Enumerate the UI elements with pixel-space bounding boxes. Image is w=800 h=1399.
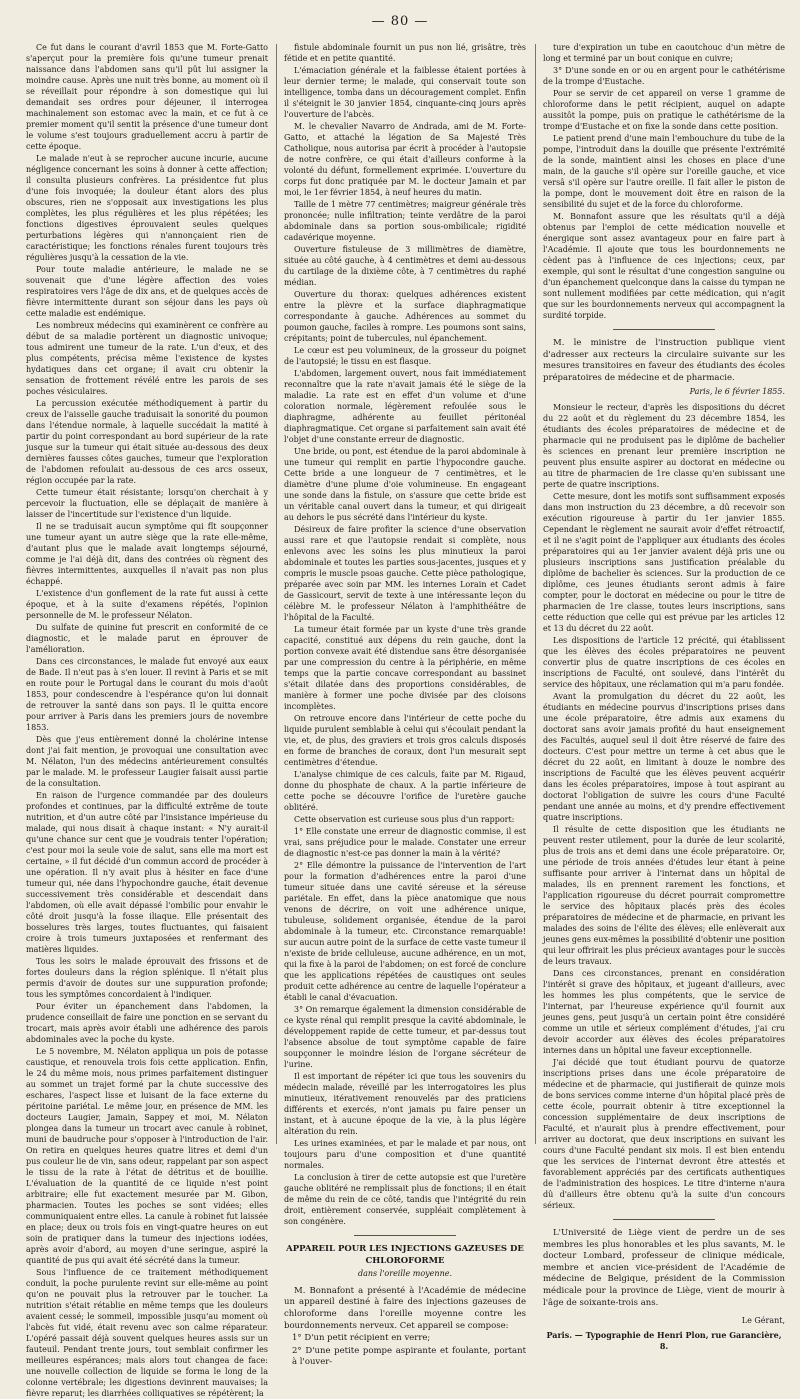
paragraph: Ce fut dans le courant d'avril 1853 que M. Forte-Gatto s'aperçut pour la première fois qu'une tumeur prenait naissance dans l'abdomen sans qu'il pût lui assigner la moindre cause. Après une nuit très bonne, au moment où il se réveillait pour répondre à son domestique qui lui demandait ses ordres pour déjeuner, il interrogea machinalement son estomac avec la main, et ce fut à ce premier moment qu'il sentit la présence d'une tumeur dont le volume s'est toujours graduellement accru à partir de cette époque.: [26, 43, 268, 151]
imprint: Paris. — Typographie de Henri Plon, rue Garancière, 8.: [546, 1329, 782, 1352]
paragraph: Pour éviter un épanchement dans l'abdomen, la prudence conseillait de faire une ponction en se servant du trocart, mais après avoir établi une adhérence des parois abdominales avec la poche du kyste.: [26, 1002, 268, 1044]
paragraph: Il ne se traduisait aucun symptôme qui fît soupçonner une tumeur ayant un autre siège que la rate elle-même, d'autant plus que le malade avait longtemps séjourné, comme je l'ai déjà dit, dans des contrées où règnent des fièvres intermittentes, auxquelles il n'avait pas non plus échappé.: [26, 522, 268, 586]
paragraph: Une bride, ou pont, est étendue de la paroi abdominale à une tumeur qui remplit en partie l'hypocondre gauche. Cette bride a une longueur de 7 centimètres, et le diamètre d'une plume d'oie volumineuse. En engageant une sonde dans la fistule, on s'assure que cette bride est un véritable canal ouvert dans la tumeur, et qui dirigeait au dehors le pus sécrété dans l'intérieur du kyste.: [284, 447, 526, 522]
paragraph: Pour toute maladie antérieure, le malade ne se souvenait que d'une légère affection des voies respiratoires vers l'âge de dix ans, et de quelques accès de fièvre intermittente durant son séjour dans les pays où cette maladie est endémique.: [26, 265, 268, 318]
paragraph: L'analyse chimique de ces calculs, faite par M. Rigaud, donne du phosphate de chaux. A la partie inférieure de cette poche se découvre l'orifice de l'uretère gauche oblitéré.: [284, 770, 526, 812]
paragraph: Cette observation est curieuse sous plus d'un rapport:: [294, 815, 515, 824]
paragraph: Il résulte de cette disposition que les étudiants ne peuvent rester utilement, pour la durée de leur scolarité, plus de trois ans et demi dans une école préparatoire. Or, une période de trois années d'études leur étant à peine suffisante pour arriver à l'internat dans un hôpital de malades, ils en prennent rarement les fonctions, et l'application rigoureuse du décret pourrait compromettre le service des hôpitaux placés près des écoles préparatoires de médecine et de pharmacie, en privant les malades des soins de l'élite des élèves; elle enlèverait aux jeunes gens eux-mêmes la possibilité d'obtenir une position qui leur offrirait les plus précieux avantages pour le succès de leurs travaux.: [543, 824, 785, 966]
paragraph: Dans ces circonstances, prenant en considération l'intérêt si grave des hôpitaux, et jugeant d'ailleurs, avec les hommes les plus compétents, que le service de l'internat, par l'heureuse expérience qu'il fournit aux jeunes gens, peut jusqu'à un certain point être considéré comme un utile et sérieux complément d'études, j'ai cru devoir accorder aux élèves des écoles préparatoires internes dans un hôpital une faveur exceptionnelle.: [543, 968, 785, 1055]
obituary-note: L'Université de Liège vient de perdre un de ses membres les plus honorables et les plus savants, M. le docteur Lombard, professeur de clinique médicale, membre et ancien vice-président de l'Académie de médecine de Belgique, président de la Commission médicale pour la province de Liège, vient de mourir à l'âge de soixante-trois ans.: [543, 1227, 785, 1308]
paragraph: ture d'expiration un tube en caoutchouc d'un mètre de long et terminé par un bout conique en cuivre;: [543, 43, 785, 63]
paragraph: Dès que j'eus entièrement donné la cholérine intense dont j'ai fait mention, je provoquai une consultation avec M. Nélaton, l'un des médecins antérieurement consultés par le malade. M. le professeur Laugier faisait aussi partie de la consultation.: [26, 735, 268, 788]
paragraph: La tumeur était formée par un kyste d'une très grande capacité, constitué aux dépens du rein gauche, dont la portion convexe avait été distendue sans être désorganisée par une compression du centre à la périphérie, en même temps que la partie concave correspondant au bassinet s'était dilatée dans des proportions considérables, de manière à former une poche divisée par des cloisons incomplètes.: [284, 625, 526, 711]
paragraph: Les dispositions de l'article 12 précité, qui établissent que les élèves des écoles préparatoires ne peuvent convertir plus de quatre inscriptions de ces écoles en inscriptions de Faculté, ont soulevé, dans l'intérêt du service des hôpitaux, une réclamation qui m'a paru fondée.: [543, 635, 785, 689]
paragraph: 3° D'une sonde en or ou en argent pour le cathétérisme de la trompe d'Eustache.: [543, 66, 785, 86]
section-divider: [613, 1219, 715, 1220]
paragraph: Avant la promulgation du décret du 22 août, les étudiants en médecine pourvus d'inscriptions prises dans une école préparatoire, être admis aux examens du doctorat sans avoir jamais profité du haut enseignement des Facultés, auquel seul il doit être réservé de faire des docteurs. C'est pour mettre un terme à cet abus que le décret du 22 août, en limitant à douze le nombre des inscriptions de Faculté que les élèves peuvent acquérir dans les écoles préparatoires, impose à tout aspirant au doctorat l'obligation de suivre les cours d'une Faculté pendant une année au moins, et d'y prendre effectivement quatre inscriptions.: [543, 691, 785, 822]
paragraph: Dans ces circonstances, le malade fut envoyé aux eaux de Bade. Il n'eut pas à s'en louer. Il revint à Paris et se mit en route pour le Portugal dans le courant du mois d'août 1853, pour condescendre à l'espérance qu'on lui donnait de retrouver la santé dans son pays. Il le quitta encore pour arriver à Paris dans les premiers jours de novembre 1853.: [26, 657, 268, 732]
paragraph: Le 5 novembre, M. Nélaton appliqua un pois de potasse caustique, et renouvela trois fois cette application. Enfin, le 24 du même mois, nous primes parfaitement distinguer au sommet un trajet formé par la chute successive des eschares, l'aspect lisse et luisant de la face externe du péritoine pariétal. Le même jour, en présence de MM. les docteurs Laugier, Jamain, Sappey et moi, M. Nélaton plongea dans la tumeur un trocart avec canule à robinet, muni de baudruche pour s'opposer à l'introduction de l'air. On retira en quelques heures quatre litres et demi d'un pus couleur lie de vin, sans odeur, rappelant par son aspect le tissu de la rate à l'état de détritus et de bouillie. L'évaluation de la quantité de ce liquide n'est point arbitraire; elle fut exactement mesurée par M. Gibon, pharmacien. Toutes les poches se sont vidées; elles communiquaient entre elles. La canule à robinet fut laissée en place; deux ou trois fois en vingt-quatre heures on eut soin de pratiquer dans la tumeur des injections iodées, après avoir d'abord, au moyen d'une seringue, aspiré la quantité de pus qui avait été sécrété dans la tumeur.: [26, 1047, 268, 1265]
paragraph: Pour se servir de cet appareil on verse 1 gramme de chloroforme dans le petit récipient, auquel on adapte aussitôt la pompe, puis on pratique le cathétérisme de la trompe d'Eustache et on fixe la sonde dans cette position.: [543, 89, 785, 131]
column-rule: [276, 44, 277, 1144]
list-item: 1° D'un petit récipient en verre;: [292, 1333, 431, 1344]
paragraph: La conclusion à tirer de cette autopsie est que l'uretère gauche oblitéré ne remplissait plus de fonctions; il en était de même du rein de ce côté, tandis que l'intégrité du rein droit, entièrement conservée, suppléait complètement à son congénère.: [284, 1173, 526, 1226]
paragraph: J'ai décidé que tout étudiant pourvu de quatorze inscriptions prises dans une école préparatoire de médecine et de pharmacie, qui justifierait de quinze mois de bons services comme interne d'un hôpital placé près de cette école, pourrait obtenir à titre exceptionnel la concession supplémentaire de deux inscriptions de Faculté, et n'aurait plus à prendre effectivement, pour arriver au doctorat, que deux inscriptions en suivant les cours d'une Faculté pendant six mois. Il est bien entendu que les services de l'internat devront être attestés et favorablement appréciés par des certificats authentiques de l'administration des hospices. Le titre d'interne n'aura dû d'ailleurs être obtenu qu'à la suite d'un concours sérieux.: [543, 1057, 785, 1210]
paragraph: Sous l'influence de ce traitement méthodiquement conduit, la poche purulente revint sur elle-même au point qu'on ne pouvait plus la retrouver par le toucher. La nutrition s'était rétablie en même temps que les douleurs avaient cessé; le sommeil, impossible jusqu'au moment où l'abcès fut vidé, était revenu avec son calme réparateur. L'opéré passait déjà souvent quelques heures assis sur un fauteuil. Pendant trente jours, tout semblait confirmer les meilleures espérances; mais alors tout changea de face: une nouvelle collection de liquide se forma le long de la colonne vertébrale; les digestions devinrent mauvaises; la fièvre reparut; les diarrhées colliquatives se répétèrent; la: [26, 1268, 268, 1398]
dateline: Paris, le 6 février 1855.: [689, 387, 785, 397]
paragraph: Désireux de faire profiter la science d'une observation aussi rare et que l'autopsie rendait si complète, nous enlevons avec les soins les plus minutieux la paroi abdominale et toutes les parties sous-jacentes, jusques et y compris le muscle psoas gauche. Cette pièce pathologique, préparée avec soin par MM. les internes Lorain et Cadet de Gassicourt, servit de texte à une intéressante leçon du célèbre M. le professeur Nélaton à l'amphithéâtre de l'hôpital de la Faculté.: [284, 525, 526, 622]
paragraph: Les nombreux médecins qui examinèrent ce confrère au début de sa maladie portèrent un diagnostic univoque; tous admirent une tumeur de la rate. L'un d'eux, et des plus compétents, précisa même l'existence de kystes hydatiques dans cet organe; il avait cru obtenir la sensation de frottement révélé entre les parois de ses poches vésiculaires.: [26, 321, 268, 396]
paragraph: Ouverture du thorax: quelques adhérences existent entre la plèvre et la surface diaphragmatique correspondante à gauche. Adhérences au sommet du poumon gauche, faciles à rompre. Les poumons sont sains, crépitants; point de tubercules, nul épanchement.: [284, 290, 526, 343]
paragraph: Le cœur est peu volumineux, de la grosseur du poignet de l'autopsié; le tissu en est flasque.: [284, 346, 526, 366]
paragraph: fistule abdominale fournit un pus non lié, grisâtre, très fétide et en petite quantité.: [284, 43, 526, 63]
section-paragraph: M. Bonnafont a présenté à l'Académie de médecine un appareil destiné à faire des injections gazeuses de chloroforme dans l'oreille moyenne contre les bourdonnements nerveux. Cet appareil se compose:: [284, 1285, 526, 1331]
paragraph: L'émaciation générale et la faiblesse étaient portées à leur dernier terme; le malade, qui conservait toute son intelligence, tomba dans un découragement complet. Enfin il s'éteignit le 30 janvier 1854, cinquante-cinq jours après l'ouverture de l'abcès.: [284, 66, 526, 119]
page-number: — 80 —: [371, 14, 429, 29]
paragraph: Cette tumeur était résistante; lorsqu'on cherchait à y percevoir la fluctuation, elle se déplaçait de manière à laisser de l'incertitude sur l'existence d'un liquide.: [26, 488, 268, 519]
paragraph: Monsieur le recteur, d'après les dispositions du décret du 22 août et du règlement du 23 décembre 1854, les étudiants des écoles préparatoires de médecine et de pharmacie qui ne produisent pas le diplôme de bachelier ès sciences en prenant leur première inscription ne peuvent plus ensuite aspirer au doctorat en médecine ou au titre de pharmacien de 1re classe qu'en subissant une perte de quatre inscriptions.: [543, 402, 785, 489]
paragraph: La percussion exécutée méthodiquement à partir du creux de l'aisselle gauche traduisait la sonorité du poumon dans l'étendue normale, à laquelle succédait la matité à partir du point correspondant au bord supérieur de la rate jusque sur la tumeur qui était située au-dessous des deux dernières fausses côtes gauches, tumeur que l'exploration de l'abdomen refoulait au-dessous de ces arcs osseux, région occupée par la rate.: [26, 399, 268, 485]
column-rule: [535, 44, 536, 1144]
paragraph: Taille de 1 mètre 77 centimètres; maigreur générale très prononcée; nulle infiltration; teinte verdâtre de la paroi abdominale dans sa portion sous-ombilicale; rigidité cadavérique moyenne.: [284, 200, 526, 242]
paragraph: Le patient prend d'une main l'embouchure du tube de la pompe, l'introduit dans la douille que présente l'extrémité de la sonde, maintient ainsi les choses en place d'une main, de la gauche s'il opère sur l'oreille gauche, et vice versâ s'il opère sur l'autre oreille. Il fait aller le piston de la pompe, dont le mouvement doit être en raison de la sensibilité du sujet et de la force du chloroforme.: [543, 134, 785, 209]
paragraph: Du sulfate de quinine fut prescrit en conformité de ce diagnostic, et le malade parut en éprouver de l'amélioration.: [26, 623, 268, 654]
paragraph: En raison de l'urgence commandée par des douleurs profondes et continues, par la difficulté extrême de toute nutrition, et d'un autre côté par l'insistance impérieuse du malade, qui nous disait à chaque instant: « N'y aurait-il qu'une chance sur cent que je voudrais tenter l'opération; c'est pour moi la seule voie de salut, sans elle ma mort est certaine, » il fut décidé d'un commun accord de procéder à une opération. Il n'y avait plus à hésiter en face d'une tumeur qui, née dans l'hypochondre gauche, était devenue successivement très considérable et descendait dans l'abdomen, où elle avait dépassé l'ombilic pour envahir le côté droit jusqu'à la fosse iliaque. Elle présentait des bosselures très larges, toutes fluctuantes, qui faisaient croire à trois tumeurs juxtaposées et renfermant des matières liquides.: [26, 791, 268, 954]
paragraph: Il est important de répéter ici que tous les souvenirs du médecin malade, réveillé par les interrogatoires les plus minutieux, itérativement renouvelés par des praticiens différents et exercés, n'ont jamais pu faire penser un instant, et à aucune époque de la vie, à la plus légère altération du rein.: [284, 1072, 526, 1136]
circular-intro: M. le ministre de l'instruction publique vient d'adresser aux recteurs la circulaire suivante sur les mesures transitoires en faveur des étudiants des écoles préparatoires de médecine et de pharmacie.: [543, 338, 785, 383]
paragraph: 2° Elle démontre la puissance de l'intervention de l'art pour la formation d'adhérences entre la paroi d'une tumeur située dans une cavité séreuse et la séreuse pariétale. En effet, dans la pièce anatomique que nous venons de décrire, on voit une adhérence unique, tubuleuse, solidement organisée, étendue de la paroi abdominale à la tumeur, etc. Circonstance remarquable! sur aucun autre point de la surface de cette vaste tumeur il n'existe de bride celluleuse, aucune adhérence, en un mot, qui la fixe à la paroi de l'abdomen; on est forcé de conclure que les applications répétées de caustiques ont seules produit cette adhérence au centre de laquelle l'opérateur a établi le canal d'évacuation.: [284, 861, 526, 1002]
paragraph: L'abdomen, largement ouvert, nous fait immédiatement reconnaître que la rate n'avait jamais été le siège de la maladie. La rate est en effet d'un volume et d'une coloration normale, légèrement refoulée sous le diaphragme, adhérente au feuillet péritonéal diaphragmatique. Cet organe si parfaitement sain avait été l'objet d'une constante erreur de diagnostic.: [284, 369, 526, 444]
section-divider: [613, 329, 715, 330]
paragraph: 3° On remarque également la dimension considérable de ce kyste rénal qui remplit presque la cavité abdominale, le développement rapide de cette tumeur, et par-dessus tout l'absence absolue de tout symptôme capable de faire soupçonner le moindre lésion de l'organe sécréteur de l'urine.: [284, 1005, 526, 1069]
column-right: [543, 42, 785, 1352]
paragraph: 1° Elle constate une erreur de diagnostic commise, il est vrai, sans préjudice pour le malade. Constater une erreur de diagnostic n'est-ce pas donner la main à la vérité?: [284, 827, 526, 858]
column-left: [26, 42, 268, 1398]
paragraph: Les urines examinées, et par le malade et par nous, ont toujours paru d'une composition et d'une quantité normales.: [284, 1139, 526, 1170]
list-item: 2° D'une petite pompe aspirante et foulante, portant à l'ouver-: [292, 1345, 526, 1368]
paragraph: M. le chevalier Navarro de Andrada, ami de M. Forte-Gatto, et attaché la légation de Sa Majesté Très Catholique, nous autorisa par écrit à procéder à l'autopsie de notre confrère, ce qui était d'ailleurs conforme à la volonté du défunt, formellement exprimée. L'ouverture du corps fut donc pratiquée par M. le docteur Jamain et par moi, le 1er février 1854, à neuf heures du matin.: [284, 122, 526, 197]
section-divider: [354, 1235, 456, 1236]
paragraph: L'existence d'un gonflement de la rate fut aussi à cette époque, et à la suite d'examens répétés, l'opinion personnelle de M. le professeur Nélaton.: [26, 589, 268, 620]
paragraph: Le malade n'eut à se reprocher aucune incurie, aucune négligence concernant les soins à donner à cette affection; il consulta plusieurs confrères. La présidentce fut plus d'une fois invoquée; la douleur étant alors des plus obscures, rien ne s'opposait aux investigations les plus complètes, les plus régulières et les plus répétées; les fonctions digestives éprouvaient seules quelques perturbations légères qui n'annonçaient rien de caractéristique; les fonctions rénales furent toujours très régulières jusqu'à la cessation de la vie.: [26, 154, 268, 262]
column-middle: [284, 42, 526, 1368]
paragraph: Ouverture fistuleuse de 3 millimètres de diamètre, située au côté gauche, à 4 centimètres et demi au-dessous du cartilage de la dixième côte, à 7 centimètres du raphé médian.: [284, 245, 526, 287]
section-subtitle: dans l'oreille moyenne.: [357, 1269, 452, 1279]
section-title: APPAREIL POUR LES INJECTIONS GAZEUSES DE CHLOROFORME: [286, 1244, 524, 1266]
paragraph: Cette mesure, dont les motifs sont suffisamment exposés dans mon instruction du 23 décembre, a dû recevoir son exécution rigoureuse à partir du 1er janvier 1855. Cependant le règlement ne saurait avoir d'effet rétroactif, et il ne s'agit point de l'appliquer aux étudiants des écoles préparatoires qui au 1er janvier avaient déjà pris une ou plusieurs inscriptions sans justification préalable du diplôme de bachelier ès sciences. Sur la production de ce diplôme, ces jeunes étudiants seront admis à faire compter, pour le doctorat en médecine ou pour le titre de pharmacien de 1re classe, toutes leurs inscriptions, sans cette réduction que celle qui est prévue par les articles 12 et 13 du décret du 22 août.: [543, 491, 785, 633]
signature: Le Gérant,: [741, 1316, 785, 1326]
paragraph: On retrouve encore dans l'intérieur de cette poche du liquide purulent semblable à celui qui s'écoulait pendant la vie, et, de plus, des graviers et trois gros calculs disposés en forme de branches de coraux, dont l'un mesurait sept centimètres d'étendue.: [284, 714, 526, 767]
paragraph: M. Bonnafont assure que les résultats qu'il a déjà obtenus par l'emploi de cette médication nouvelle et énergique sont assez avantageux pour en faire part à l'Académie. Il ajoute que tous les bourdonnements ne cèdent pas à l'influence de ces injections; ceux, par exemple, qui sont le résultat d'une congestion sanguine ou d'un épanchement quelconque dans la caisse du tympan ne sont nullement modifiées par cette médication, qui n'agit que sur les bourdonnements nerveux qui accompagnent la surdité torpide.: [543, 212, 785, 320]
paragraph: Tous les soirs le malade éprouvait des frissons et de fortes douleurs dans la région splénique. Il n'était plus permis d'avoir de doutes sur une suppuration profonde; tous les symptômes concordaient à l'indiquer.: [26, 957, 268, 999]
apparatus-list: [284, 1333, 526, 1369]
